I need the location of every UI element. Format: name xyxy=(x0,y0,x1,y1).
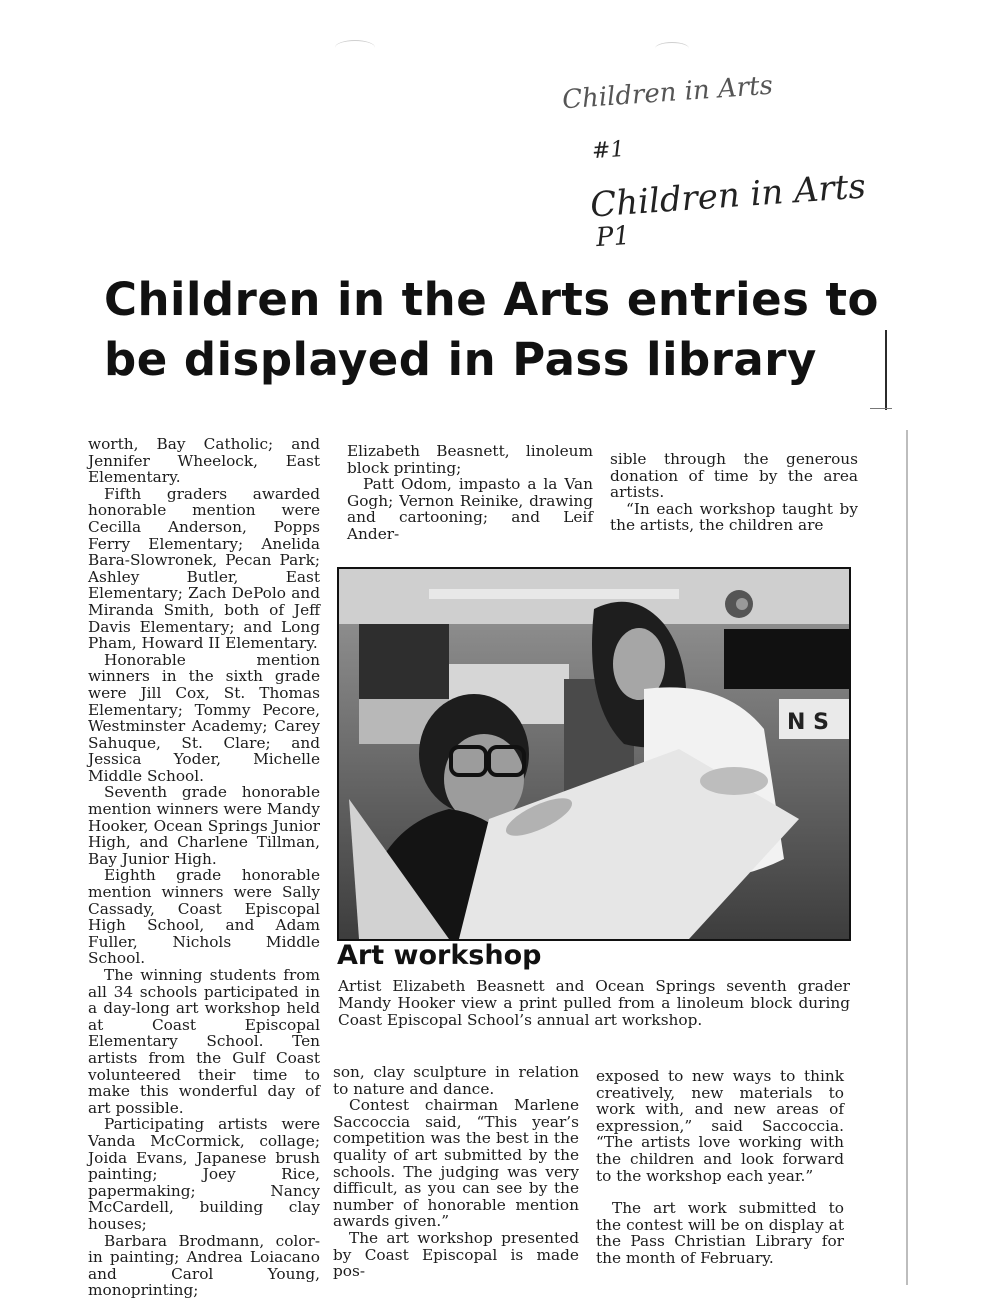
paragraph: Honorable mention winners in the sixth grade were Jill Cox, St. Thomas Elementary; Tommy Pecore, Westminster Academy; Carey Sahuque, St. Clare; and Jessica Yoder, Michelle Middle School. xyxy=(88,650,320,785)
paragraph: Contest chairman Marlene Saccoccia said, “This year’s competition was the best in the quality of art submitted by the schools. The judging was very difficult, as you can see by the number of honorable mention awards given.” xyxy=(333,1096,579,1231)
article-column-3-bottom xyxy=(596,1068,844,1267)
scan-smudge xyxy=(335,40,375,55)
handwritten-note: P1 xyxy=(594,220,632,254)
photo-sign-text: N S xyxy=(787,710,829,735)
paragraph: The art work submitted to the contest will be on display at the Pass Christian Library for the month of February. xyxy=(596,1199,844,1267)
paragraph: “In each workshop taught by the artists, the children are xyxy=(610,499,858,535)
scan-smudge xyxy=(655,42,689,55)
paragraph: Participating artists were Vanda McCormick, collage; Joida Evans, Japanese brush painting; Joey Rice, papermaking; Nancy McCardell, building clay houses; xyxy=(88,1115,320,1233)
paragraph: exposed to new ways to think creatively, new materials to work with, and new areas of expression,” said Saccoccia. “The artists love working with the children and look forward to the workshop each year.” xyxy=(596,1067,844,1185)
paragraph: son, clay sculpture in relation to nature and dance. xyxy=(333,1063,579,1098)
article-column-2-top xyxy=(347,443,593,543)
paragraph: Fifth graders awarded honorable mention were Cecilla Anderson, Popps Ferry Elementary; Anelida Bara-Slowronek, Pecan Park; Ashley Butler, East Elementary; Zach DePolo and Miranda Smith, both of Jeff Davis Elementary; and Long Pham, Howard II Elementary. xyxy=(88,484,320,653)
page-edge-line xyxy=(906,430,908,1285)
handwritten-note: Children in Arts xyxy=(588,166,868,226)
photo-illustration xyxy=(339,569,849,939)
paragraph: The winning students from all 34 schools participated in a day-long art workshop held at Coast Episcopal Elementary School. Ten artists from the Gulf Coast volunteered their time to make this wonderful day of art possible. xyxy=(88,966,320,1117)
paragraph: Eighth grade honorable mention winners were Sally Cassady, Coast Episcopal High School, and Adam Fuller, Nichols Middle School. xyxy=(88,866,320,968)
crop-mark xyxy=(870,408,892,409)
photo-caption: Artist Elizabeth Beasnett and Ocean Springs seventh grader Mandy Hooker view a print pulled from a linoleum block during Coast Episcopal School’s annual art workshop. xyxy=(338,977,850,1029)
news-photo xyxy=(337,567,851,941)
paragraph: worth, Bay Catholic; and Jennifer Wheelock, East Elementary. xyxy=(88,435,320,487)
handwritten-note: #1 xyxy=(591,136,626,165)
paragraph: Barbara Brodmann, color-in painting; Andrea Loiacano and Carol Young, monoprinting; xyxy=(88,1231,320,1299)
article-column-1 xyxy=(88,436,320,1299)
article-headline xyxy=(104,270,924,390)
paragraph: sible through the generous donation of time by the area artists. xyxy=(610,450,858,502)
headline-line: Children in the Arts entries to xyxy=(104,273,879,326)
handwritten-note: Children in Arts xyxy=(561,70,774,116)
article-column-3-top xyxy=(610,451,858,534)
article-column-2-bottom xyxy=(333,1064,579,1280)
paragraph: Elizabeth Beasnett, linoleum block printing; xyxy=(347,442,593,477)
paragraph: Patt Odom, impasto a la Van Gogh; Vernon Reinike, drawing and cartooning; and Leif Ander- xyxy=(347,475,593,543)
photo-caption-title: Art workshop xyxy=(337,940,542,971)
headline-line: be displayed in Pass library xyxy=(104,333,817,386)
paragraph: The art workshop presented by Coast Episcopal is made pos- xyxy=(333,1228,579,1281)
paragraph: Seventh grade honorable mention winners were Mandy Hooker, Ocean Springs Junior High, and Charlene Tillman, Bay Junior High. xyxy=(88,783,320,868)
